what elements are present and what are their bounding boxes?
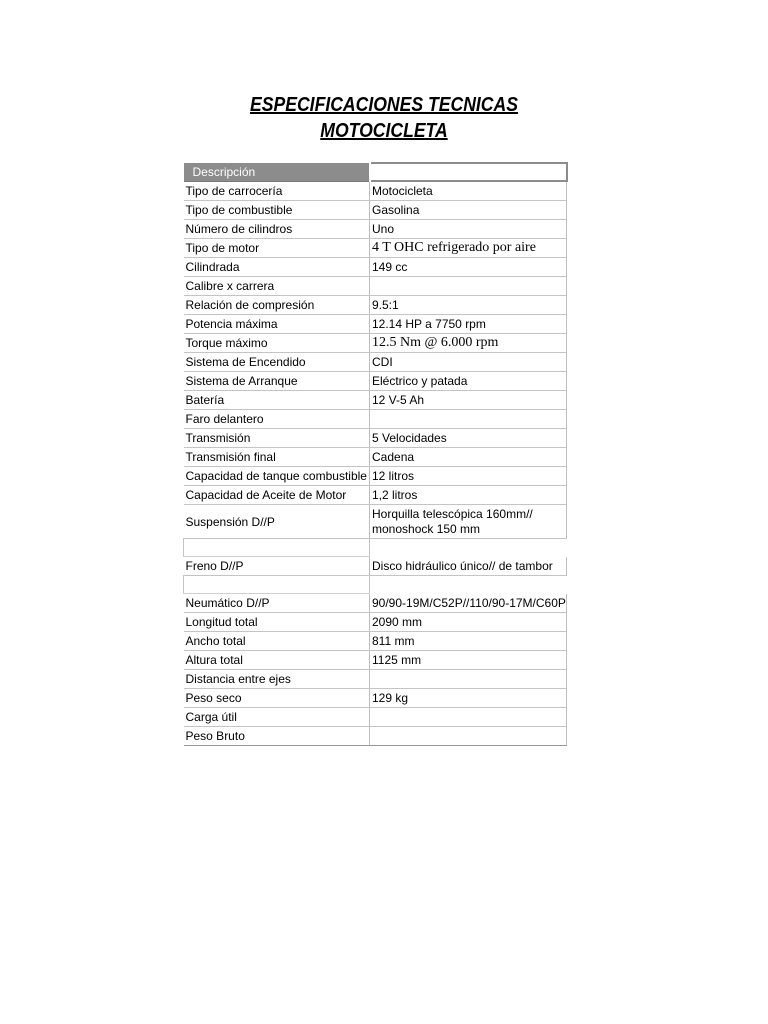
row-value: 149 cc bbox=[370, 258, 567, 277]
row-label: Sistema de Encendido bbox=[184, 353, 370, 372]
row-value bbox=[370, 670, 567, 689]
row-label: Altura total bbox=[184, 651, 370, 670]
row-label: Capacidad de Aceite de Motor bbox=[184, 486, 370, 505]
row-value: Uno bbox=[370, 220, 567, 239]
row-value: 1125 mm bbox=[370, 651, 567, 670]
document-title bbox=[46, 92, 722, 144]
row-value: Eléctrico y patada bbox=[370, 372, 567, 391]
table-row bbox=[184, 467, 567, 486]
row-value: 811 mm bbox=[370, 632, 567, 651]
table-row bbox=[184, 689, 567, 708]
table-row bbox=[184, 505, 567, 539]
header-description: Descripción bbox=[184, 163, 370, 181]
table-header-row bbox=[184, 163, 567, 181]
row-value bbox=[370, 410, 567, 429]
row-label: Transmisión final bbox=[184, 448, 370, 467]
table-row bbox=[184, 201, 567, 220]
table-row bbox=[184, 727, 567, 746]
table-row bbox=[184, 632, 567, 651]
table-row bbox=[184, 277, 567, 296]
table-row bbox=[184, 334, 567, 353]
row-value: 9.5:1 bbox=[370, 296, 567, 315]
table-row bbox=[184, 670, 567, 689]
row-value bbox=[370, 708, 567, 727]
row-value: 12.5 Nm @ 6.000 rpm bbox=[370, 334, 567, 353]
row-value: Cadena bbox=[370, 448, 567, 467]
row-label: Calibre x carrera bbox=[184, 277, 370, 296]
table-row bbox=[184, 181, 567, 201]
row-value: 12.14 HP a 7750 rpm bbox=[370, 315, 567, 334]
row-label: Peso seco bbox=[184, 689, 370, 708]
row-value: 129 kg bbox=[370, 689, 567, 708]
row-value: 90/90-19M/C52P//110/90-17M/C60P bbox=[370, 594, 567, 613]
row-value: 5 Velocidades bbox=[370, 429, 567, 448]
table-row bbox=[184, 296, 567, 315]
specifications-table bbox=[183, 162, 568, 746]
table-row bbox=[184, 486, 567, 505]
row-value: 2090 mm bbox=[370, 613, 567, 632]
table-row bbox=[184, 429, 567, 448]
row-value: CDI bbox=[370, 353, 567, 372]
row-label: Número de cilindros bbox=[184, 220, 370, 239]
table-row bbox=[184, 258, 567, 277]
table-row bbox=[184, 220, 567, 239]
row-value: 12 V-5 Ah bbox=[370, 391, 567, 410]
row-value: Gasolina bbox=[370, 201, 567, 220]
row-value bbox=[370, 727, 567, 746]
row-label: Carga útil bbox=[184, 708, 370, 727]
row-value: 1,2 litros bbox=[370, 486, 567, 505]
table-row bbox=[184, 239, 567, 258]
row-label: Neumático D//P bbox=[184, 594, 370, 613]
table-row bbox=[184, 410, 567, 429]
row-label: Capacidad de tanque combustible bbox=[184, 467, 370, 486]
title-line-1: ESPECIFICACIONES TECNICAS bbox=[250, 94, 518, 116]
table-row bbox=[184, 372, 567, 391]
row-value: Horquilla telescópica 160mm// monoshock 150 mm bbox=[370, 505, 567, 539]
row-label: Distancia entre ejes bbox=[184, 670, 370, 689]
row-label: Freno D//P bbox=[184, 557, 370, 576]
row-label: Peso Bruto bbox=[184, 727, 370, 746]
row-value bbox=[370, 277, 567, 296]
row-label: Potencia máxima bbox=[184, 315, 370, 334]
row-label: Sistema de Arranque bbox=[184, 372, 370, 391]
row-value: 12 litros bbox=[370, 467, 567, 486]
row-label: Relación de compresión bbox=[184, 296, 370, 315]
row-label: Tipo de combustible bbox=[184, 201, 370, 220]
row-label: Cilindrada bbox=[184, 258, 370, 277]
row-value: 4 T OHC refrigerado por aire bbox=[370, 239, 567, 258]
row-label: Transmisión bbox=[184, 429, 370, 448]
title-line-2: MOTOCICLETA bbox=[320, 120, 448, 142]
table-row bbox=[184, 594, 567, 613]
table-row bbox=[184, 613, 567, 632]
table-spacer-row bbox=[184, 539, 567, 557]
spacer-cell bbox=[370, 576, 567, 594]
row-label: Tipo de motor bbox=[184, 239, 370, 258]
table-row bbox=[184, 391, 567, 410]
row-label: Tipo de carrocería bbox=[184, 181, 370, 201]
row-value: Motocicleta bbox=[370, 181, 567, 201]
row-label: Ancho total bbox=[184, 632, 370, 651]
spacer-cell bbox=[184, 576, 370, 594]
table-row bbox=[184, 315, 567, 334]
row-label: Longitud total bbox=[184, 613, 370, 632]
table-row bbox=[184, 557, 567, 576]
table-row bbox=[184, 651, 567, 670]
row-value: Disco hidráulico único// de tambor bbox=[370, 557, 567, 576]
spacer-cell bbox=[370, 539, 567, 557]
table-spacer-row bbox=[184, 576, 567, 594]
row-label: Faro delantero bbox=[184, 410, 370, 429]
spacer-cell bbox=[184, 539, 370, 557]
row-label: Suspensión D//P bbox=[184, 505, 370, 539]
table-row bbox=[184, 448, 567, 467]
header-value bbox=[370, 163, 567, 181]
row-label: Torque máximo bbox=[184, 334, 370, 353]
row-label: Batería bbox=[184, 391, 370, 410]
table-row bbox=[184, 353, 567, 372]
table-row bbox=[184, 708, 567, 727]
